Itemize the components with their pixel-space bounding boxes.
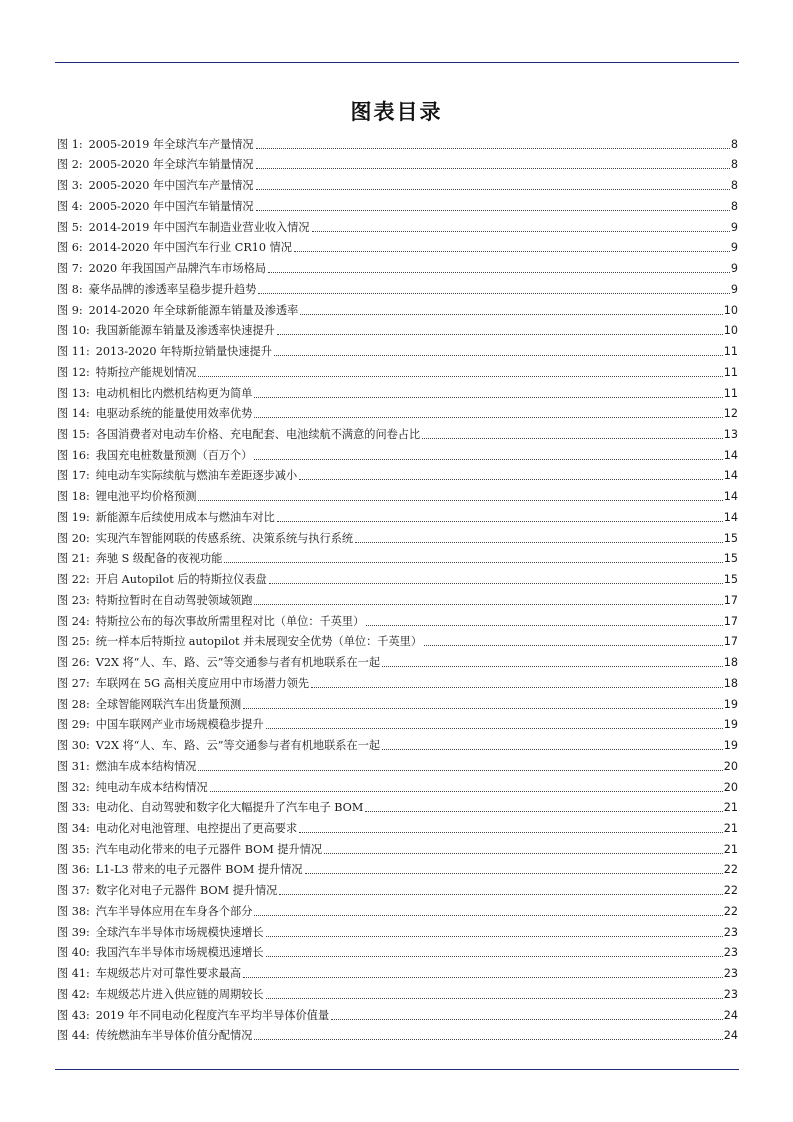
page-number: 14: [723, 469, 738, 483]
figure-title: V2X 将“人、车、路、云”等交通参与者有机地联系在一起: [95, 656, 381, 670]
figure-title: 我国新能源车销量及渗透率快速提升: [95, 324, 275, 338]
toc-entry[interactable]: [57, 546, 738, 567]
page-number: 8: [730, 199, 738, 213]
figure-title: 特斯拉公布的每次事故所需里程对比（单位：千英里）: [95, 614, 365, 628]
figure-index-list: [57, 131, 738, 1043]
figure-number: 图 39:: [57, 925, 90, 939]
dot-leader: [366, 624, 722, 626]
figure-title: 实现汽车智能网联的传感系统、决策系统与执行系统: [95, 531, 354, 545]
dot-leader: [254, 396, 722, 398]
toc-entry[interactable]: [57, 525, 738, 546]
figure-title: 2005-2019 年全球汽车产量情况: [88, 137, 254, 151]
toc-entry[interactable]: [57, 483, 738, 504]
toc-entry[interactable]: [57, 359, 738, 380]
dot-leader: [266, 997, 723, 999]
dot-leader: [210, 790, 723, 792]
page-number: 21: [723, 821, 738, 835]
page-number: 8: [730, 158, 738, 172]
figure-number: 图 43:: [57, 1008, 90, 1022]
dot-leader: [258, 292, 729, 294]
page-number: 10: [723, 303, 738, 317]
page-title: 图表目录: [350, 100, 443, 124]
figure-title: 电动化对电池管理、电控提出了更高要求: [95, 821, 298, 835]
page-number: 21: [723, 842, 738, 856]
figure-number: 图 41:: [57, 967, 90, 981]
figure-number: 图 7:: [57, 262, 83, 276]
dot-leader: [382, 748, 723, 750]
figure-title: 车规级芯片对可靠性要求最高: [95, 967, 242, 981]
dot-leader: [254, 416, 722, 418]
figure-title: 2005-2020 年全球汽车销量情况: [88, 158, 254, 172]
toc-entry[interactable]: [57, 214, 738, 235]
dot-leader: [277, 333, 723, 335]
figure-title: 我国汽车半导体市场规模迅速增长: [95, 946, 264, 960]
figure-title: 特斯拉产能规划情况: [95, 365, 197, 379]
figure-title: 燃油车成本结构情况: [95, 759, 197, 773]
figure-number: 图 33:: [57, 801, 90, 815]
toc-entry[interactable]: [57, 670, 738, 691]
toc-entry[interactable]: [57, 566, 738, 587]
toc-entry[interactable]: [57, 857, 738, 878]
figure-title: 各国消费者对电动车价格、充电配套、电池续航不满意的问卷占比: [95, 428, 421, 442]
dot-leader: [254, 458, 722, 460]
toc-entry[interactable]: [57, 504, 738, 525]
toc-entry[interactable]: [57, 442, 738, 463]
figure-number: 图 6:: [57, 241, 83, 255]
page-number: 21: [723, 801, 738, 815]
page-number: 9: [730, 220, 738, 234]
dot-leader: [269, 582, 723, 584]
toc-entry[interactable]: [57, 960, 738, 981]
page-number: 14: [723, 448, 738, 462]
figure-number: 图 5:: [57, 220, 83, 234]
figure-number: 图 13:: [57, 386, 90, 400]
figure-title: 开启 Autopilot 后的特斯拉仪表盘: [95, 573, 267, 587]
page-number: 23: [723, 967, 738, 981]
figure-number: 图 24:: [57, 614, 90, 628]
toc-entry[interactable]: [57, 1023, 738, 1044]
figure-title: 奔驰 S 级配备的夜视功能: [95, 552, 223, 566]
dot-leader: [266, 727, 723, 729]
toc-entry[interactable]: [57, 380, 738, 401]
figure-title: L1-L3 带来的电子元器件 BOM 提升情况: [95, 863, 303, 877]
figure-number: 图 22:: [57, 573, 90, 587]
dot-leader: [254, 603, 722, 605]
toc-entry[interactable]: [57, 421, 738, 442]
dot-leader: [268, 271, 730, 273]
toc-entry[interactable]: [57, 1002, 738, 1023]
toc-entry[interactable]: [57, 753, 738, 774]
figure-number: 图 19:: [57, 510, 90, 524]
toc-entry[interactable]: [57, 877, 738, 898]
figure-number: 图 38:: [57, 904, 90, 918]
figure-title: 电动机相比内燃机结构更为简单: [95, 386, 253, 400]
page-number: 14: [723, 490, 738, 504]
figure-number: 图 21:: [57, 552, 90, 566]
dot-leader: [254, 914, 722, 916]
toc-entry[interactable]: [57, 774, 738, 795]
dot-leader: [274, 354, 723, 356]
figure-number: 图 28:: [57, 697, 90, 711]
page-number: 19: [723, 697, 738, 711]
dot-leader: [266, 935, 723, 937]
toc-entry[interactable]: [57, 235, 738, 256]
toc-entry[interactable]: [57, 795, 738, 816]
figure-number: 图 18:: [57, 490, 90, 504]
figure-number: 图 26:: [57, 656, 90, 670]
figure-number: 图 37:: [57, 884, 90, 898]
figure-number: 图 20:: [57, 531, 90, 545]
figure-number: 图 31:: [57, 759, 90, 773]
figure-number: 图 17:: [57, 469, 90, 483]
dot-leader: [305, 872, 723, 874]
figure-number: 图 34:: [57, 821, 90, 835]
page-number: 15: [723, 531, 738, 545]
toc-entry[interactable]: [57, 981, 738, 1002]
toc-entry[interactable]: [57, 691, 738, 712]
figure-title: 2019 年不同电动化程度汽车平均半导体价值量: [95, 1008, 330, 1022]
figure-title: 电动化、自动驾驶和数字化大幅提升了汽车电子 BOM: [95, 801, 364, 815]
figure-number: 图 44:: [57, 1029, 90, 1043]
toc-entry[interactable]: [57, 255, 738, 276]
dot-leader: [198, 375, 722, 377]
toc-entry[interactable]: [57, 318, 738, 339]
page-number: 8: [730, 137, 738, 151]
page-number: 23: [723, 987, 738, 1001]
toc-entry[interactable]: [57, 940, 738, 961]
page-number: 14: [723, 510, 738, 524]
page-number: 9: [730, 282, 738, 296]
figure-number: 图 30:: [57, 739, 90, 753]
page-number: 15: [723, 573, 738, 587]
dot-leader: [198, 499, 722, 501]
toc-entry[interactable]: [57, 131, 738, 152]
figure-number: 图 32:: [57, 780, 90, 794]
toc-entry[interactable]: [57, 172, 738, 193]
page-number: 9: [730, 262, 738, 276]
figure-number: 图 40:: [57, 946, 90, 960]
figure-number: 图 36:: [57, 863, 90, 877]
figure-title: 2005-2020 年中国汽车销量情况: [88, 199, 254, 213]
page-number: 15: [723, 552, 738, 566]
figure-number: 图 3:: [57, 179, 83, 193]
page-number: 23: [723, 946, 738, 960]
page-number: 10: [723, 324, 738, 338]
page-number: 17: [723, 614, 738, 628]
figure-title: 车联网在 5G 高相关度应用中市场潜力领先: [95, 676, 310, 690]
toc-entry[interactable]: [57, 898, 738, 919]
page-number: 8: [730, 179, 738, 193]
toc-entry[interactable]: [57, 297, 738, 318]
figure-number: 图 23:: [57, 593, 90, 607]
figure-title: 统一样本后特斯拉 autopilot 并未展现安全优势（单位：千英里）: [95, 635, 423, 649]
figure-number: 图 42:: [57, 987, 90, 1001]
dot-leader: [294, 250, 730, 252]
page-number: 23: [723, 925, 738, 939]
page-number: 11: [723, 345, 738, 359]
figure-title: 数字化对电子元器件 BOM 提升情况: [95, 884, 278, 898]
page-number: 24: [723, 1008, 738, 1022]
page-number: 9: [730, 241, 738, 255]
dot-leader: [365, 810, 722, 812]
page-number: 17: [723, 635, 738, 649]
header-rule: [55, 62, 739, 63]
figure-number: 图 15:: [57, 428, 90, 442]
dot-leader: [299, 831, 723, 833]
figure-title: 中国车联网产业市场规模稳步提升: [95, 718, 264, 732]
figure-number: 图 1:: [57, 137, 83, 151]
figure-title: 豪华品牌的渗透率呈稳步提升趋势: [88, 282, 257, 296]
footer-rule: [55, 1069, 739, 1070]
page-number: 17: [723, 593, 738, 607]
dot-leader: [256, 147, 730, 149]
figure-title: 车规级芯片进入供应链的周期较长: [95, 987, 264, 1001]
figure-number: 图 27:: [57, 676, 90, 690]
figure-number: 图 4:: [57, 199, 83, 213]
dot-leader: [279, 893, 722, 895]
figure-number: 图 25:: [57, 635, 90, 649]
page-number: 11: [723, 386, 738, 400]
figure-number: 图 2:: [57, 158, 83, 172]
figure-title: 全球智能网联汽车出货量预测: [95, 697, 242, 711]
figure-title: 汽车半导体应用在车身各个部分: [95, 904, 253, 918]
toc-entry[interactable]: [57, 712, 738, 733]
figure-number: 图 29:: [57, 718, 90, 732]
dot-leader: [277, 520, 723, 522]
figure-number: 图 35:: [57, 842, 90, 856]
toc-entry[interactable]: [57, 732, 738, 753]
page-number: 19: [723, 739, 738, 753]
toc-entry[interactable]: [57, 276, 738, 297]
toc-entry[interactable]: [57, 919, 738, 940]
figure-title: 2020 年我国国产品牌汽车市场格局: [88, 262, 267, 276]
dot-leader: [256, 167, 730, 169]
figure-title: 2014-2020 年全球新能源车销量及渗透率: [88, 303, 299, 317]
figure-title: 2014-2020 年中国汽车行业 CR10 情况: [88, 241, 292, 255]
page-number: 11: [723, 365, 738, 379]
dot-leader: [243, 976, 723, 978]
dot-leader: [256, 209, 730, 211]
page-number: 24: [723, 1029, 738, 1043]
toc-entry[interactable]: [57, 587, 738, 608]
toc-entry[interactable]: [57, 401, 738, 422]
page-number: 12: [723, 407, 738, 421]
page-number: 22: [723, 884, 738, 898]
figure-number: 图 14:: [57, 407, 90, 421]
dot-leader: [299, 478, 723, 480]
page-number: 20: [723, 780, 738, 794]
page-number: 22: [723, 863, 738, 877]
dot-leader: [243, 707, 723, 709]
figure-title: V2X 将“人、车、路、云”等交通参与者有机地联系在一起: [95, 739, 381, 753]
toc-entry[interactable]: [57, 815, 738, 836]
page-number: 20: [723, 759, 738, 773]
figure-title: 特斯拉暂时在自动驾驶领域领跑: [95, 593, 253, 607]
dot-leader: [382, 665, 723, 667]
figure-title: 我国充电桩数量预测（百万个）: [95, 448, 253, 462]
figure-title: 新能源车后续使用成本与燃油车对比: [95, 510, 275, 524]
dot-leader: [324, 852, 723, 854]
page-number: 18: [723, 656, 738, 670]
toc-entry[interactable]: [57, 152, 738, 173]
figure-number: 图 16:: [57, 448, 90, 462]
dot-leader: [311, 686, 723, 688]
figure-title: 纯电动车实际续航与燃油车差距逐步减小: [95, 469, 298, 483]
figure-title: 纯电动车成本结构情况: [95, 780, 208, 794]
dot-leader: [424, 644, 723, 646]
figure-title: 2013-2020 年特斯拉销量快速提升: [95, 345, 272, 359]
toc-entry[interactable]: [57, 649, 738, 670]
dot-leader: [266, 955, 723, 957]
figure-title: 全球汽车半导体市场规模快速增长: [95, 925, 264, 939]
toc-entry[interactable]: [57, 463, 738, 484]
dot-leader: [422, 437, 723, 439]
figure-title: 2014-2019 年中国汽车制造业营业收入情况: [88, 220, 310, 234]
dot-leader: [198, 769, 722, 771]
figure-number: 图 8:: [57, 282, 83, 296]
figure-title: 电驱动系统的能量使用效率优势: [95, 407, 253, 421]
dot-leader: [256, 188, 730, 190]
page-number: 22: [723, 904, 738, 918]
dot-leader: [300, 313, 722, 315]
figure-title: 传统燃油车半导体价值分配情况: [95, 1029, 253, 1043]
toc-entry[interactable]: [57, 629, 738, 650]
toc-entry[interactable]: [57, 836, 738, 857]
figure-title: 锂电池平均价格预测: [95, 490, 197, 504]
dot-leader: [312, 230, 730, 232]
dot-leader: [331, 1018, 723, 1020]
figure-number: 图 12:: [57, 365, 90, 379]
figure-title: 2005-2020 年中国汽车产量情况: [88, 179, 254, 193]
figure-title: 汽车电动化带来的电子元器件 BOM 提升情况: [95, 842, 323, 856]
figure-number: 图 11:: [57, 345, 90, 359]
toc-entry[interactable]: [57, 608, 738, 629]
dot-leader: [224, 561, 722, 563]
dot-leader: [254, 1038, 722, 1040]
page-number: 19: [723, 718, 738, 732]
page-number: 13: [723, 428, 738, 442]
toc-entry[interactable]: [57, 193, 738, 214]
dot-leader: [355, 541, 723, 543]
figure-number: 图 10:: [57, 324, 90, 338]
toc-entry[interactable]: [57, 338, 738, 359]
figure-number: 图 9:: [57, 303, 83, 317]
page-number: 18: [723, 676, 738, 690]
